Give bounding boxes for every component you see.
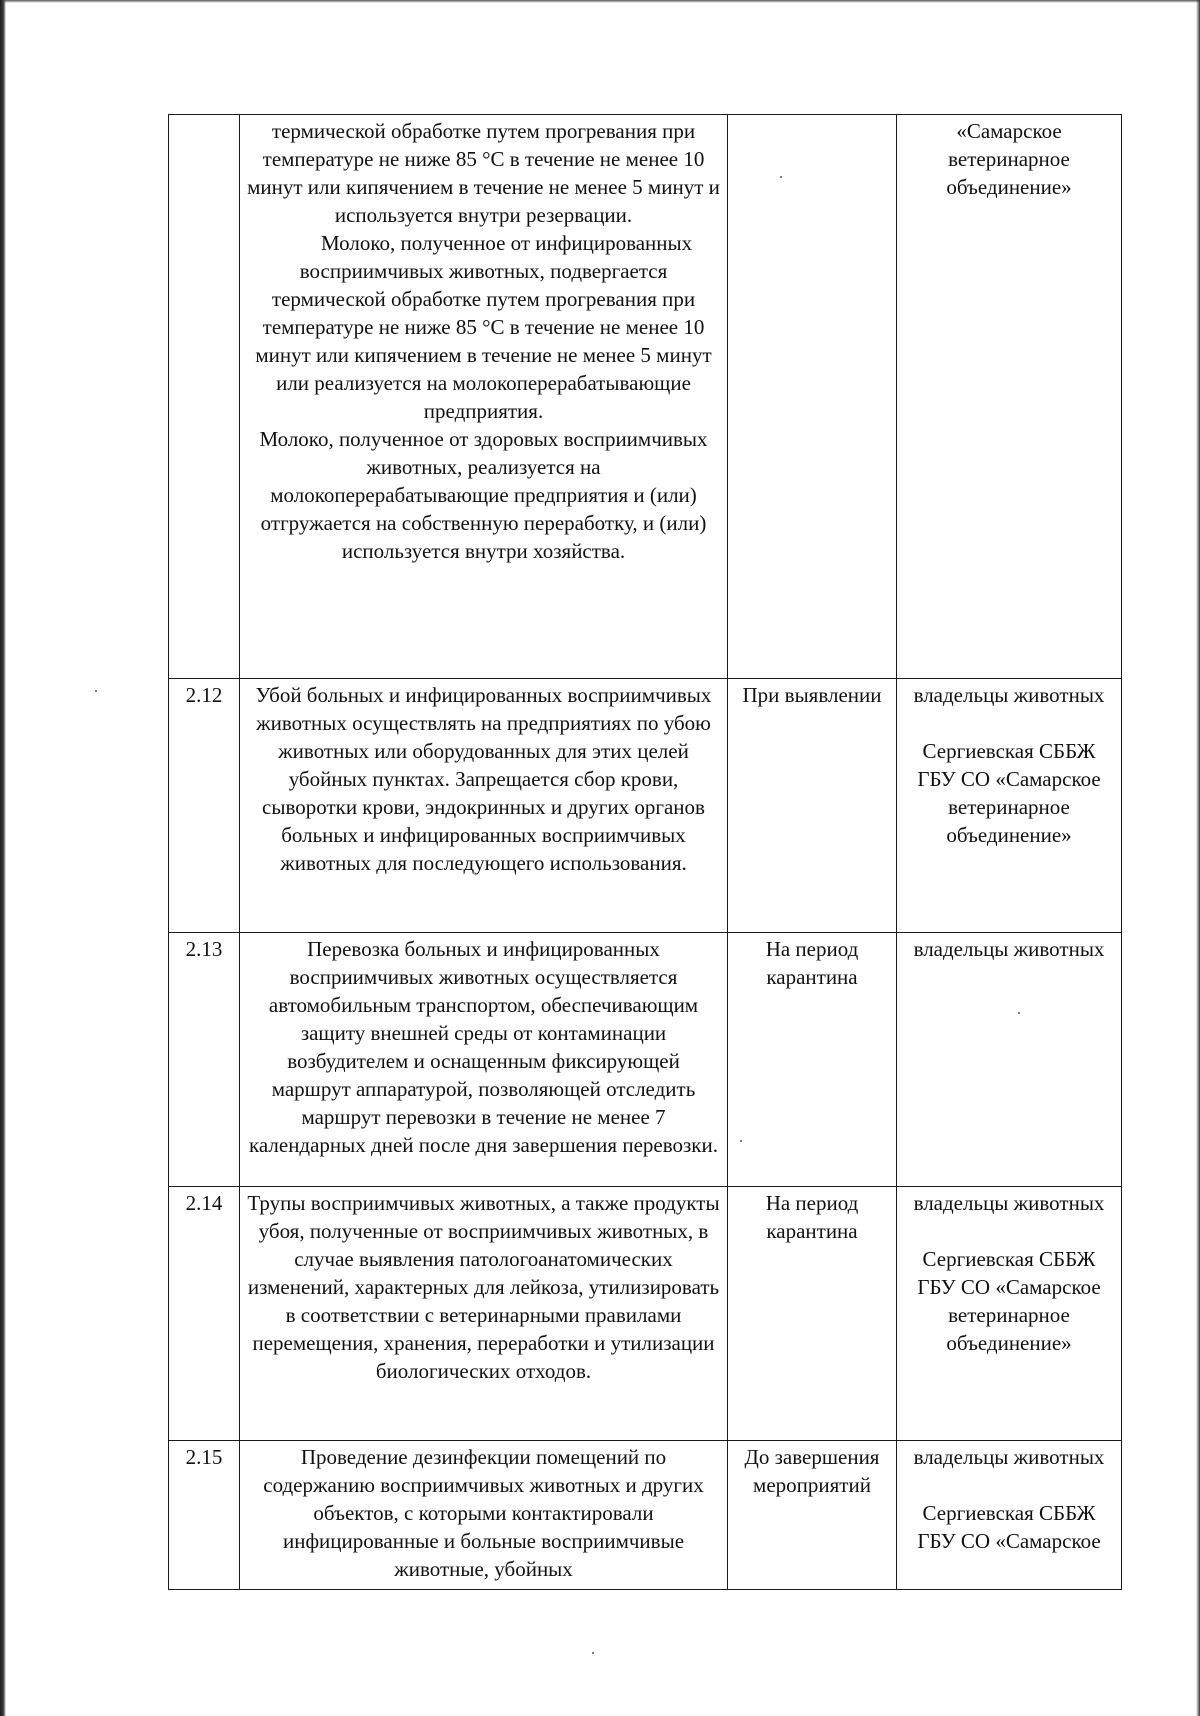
responsible-party: владельцы животных bbox=[913, 937, 1105, 961]
term-cell bbox=[728, 115, 897, 679]
term-cell: До завершения мероприятий bbox=[728, 1441, 897, 1590]
responsible-cell bbox=[897, 933, 1122, 1187]
row-number: 2.15 bbox=[169, 1441, 240, 1590]
measure-cell bbox=[240, 1187, 728, 1441]
responsible-party: Сергиевская СББЖ ГБУ СО «Самарское ветеринарное объединение» bbox=[917, 739, 1101, 847]
term-cell: На период карантина bbox=[728, 1187, 897, 1441]
responsible-party: Сергиевская СББЖ ГБУ СО «Самарское ветеринарное объединение» bbox=[917, 1247, 1101, 1355]
responsible-party: «Самарское ветеринарное объединение» bbox=[946, 119, 1072, 199]
scan-speck bbox=[592, 1652, 594, 1654]
measure-cell bbox=[240, 115, 728, 679]
measure-paragraph: Трупы восприимчивых животных, а также продукты убоя, полученные от восприимчивых животных, в случае выявления патологоанатомических изменений, характерных для лейкоза, утилизировать в соответствии с ветеринарными правилами перемещения, хранения, переработки и утилизации биологических отходов. bbox=[247, 1191, 720, 1383]
measures-table bbox=[168, 114, 1122, 1590]
measure-cell bbox=[240, 1441, 728, 1590]
measure-paragraph: Убой больных и инфицированных восприимчивых животных осуществлять на предприятиях по убою животных или оборудованных для этих целей убойных пунктах. Запрещается сбор крови, сыворотки крови, эндокринных и других органов больных и инфицированных восприимчивых животных для последующего использования. bbox=[255, 683, 712, 875]
responsible-cell bbox=[897, 679, 1122, 933]
term-cell: При выявлении bbox=[728, 679, 897, 933]
responsible-party: владельцы животных bbox=[913, 1445, 1105, 1469]
scan-edge-right bbox=[1196, 0, 1200, 1716]
responsible-cell bbox=[897, 1187, 1122, 1441]
measure-cell bbox=[240, 933, 728, 1187]
row-number: 2.14 bbox=[169, 1187, 240, 1441]
measure-paragraph: Проведение дезинфекции помещений по содержанию восприимчивых животных и других объектов, с которыми контактировали инфицированные и больные восприимчивые животные, убойных bbox=[263, 1445, 704, 1581]
row-number: 2.12 bbox=[169, 679, 240, 933]
scan-speck bbox=[95, 690, 97, 692]
responsible-party: Сергиевская СББЖ ГБУ СО «Самарское bbox=[917, 1501, 1101, 1553]
row-number: 2.13 bbox=[169, 933, 240, 1187]
table-row bbox=[169, 679, 1122, 933]
table-row bbox=[169, 115, 1122, 679]
responsible-cell bbox=[897, 115, 1122, 679]
scan-edge-left bbox=[0, 0, 6, 1716]
term-cell: На период карантина bbox=[728, 933, 897, 1187]
measure-paragraph: Молоко, полученное от здоровых восприимчивых животных, реализуется на молокоперерабатывающие предприятия и (или) отгружается на собственную переработку, и (или) используется внутри хозяйства. bbox=[259, 427, 708, 563]
scan-edge-top bbox=[0, 0, 1200, 3]
responsible-party: владельцы животных bbox=[913, 683, 1105, 707]
measure-paragraph: термической обработке путем прогревания при температуре не ниже 85 °С в течение не менее 10 минут или кипячением в течение не менее 5 минут и используется внутри резервации. bbox=[247, 119, 720, 227]
table-row bbox=[169, 933, 1122, 1187]
responsible-cell bbox=[897, 1441, 1122, 1590]
measure-paragraph: Молоко, полученное от инфицированных восприимчивых животных, подвергается термической обработке путем прогревания при температуре не ниже 85 °С в течение не менее 10 минут или кипячением в течение не менее 5 минут или реализуется на молокоперерабатывающие предприятия. bbox=[255, 231, 712, 423]
table-row bbox=[169, 1187, 1122, 1441]
table-row bbox=[169, 1441, 1122, 1590]
row-number bbox=[169, 115, 240, 679]
measure-paragraph: Перевозка больных и инфицированных восприимчивых животных осуществляется автомобильным транспортом, обеспечивающим защиту внешней среды от контаминации возбудителем и оснащенным фиксирующей маршрут аппаратурой, позволяющей отследить маршрут перевозки в течение не менее 7 календарных дней после дня завершения перевозки. bbox=[249, 937, 718, 1157]
responsible-party: владельцы животных bbox=[913, 1191, 1105, 1215]
measure-cell bbox=[240, 679, 728, 933]
